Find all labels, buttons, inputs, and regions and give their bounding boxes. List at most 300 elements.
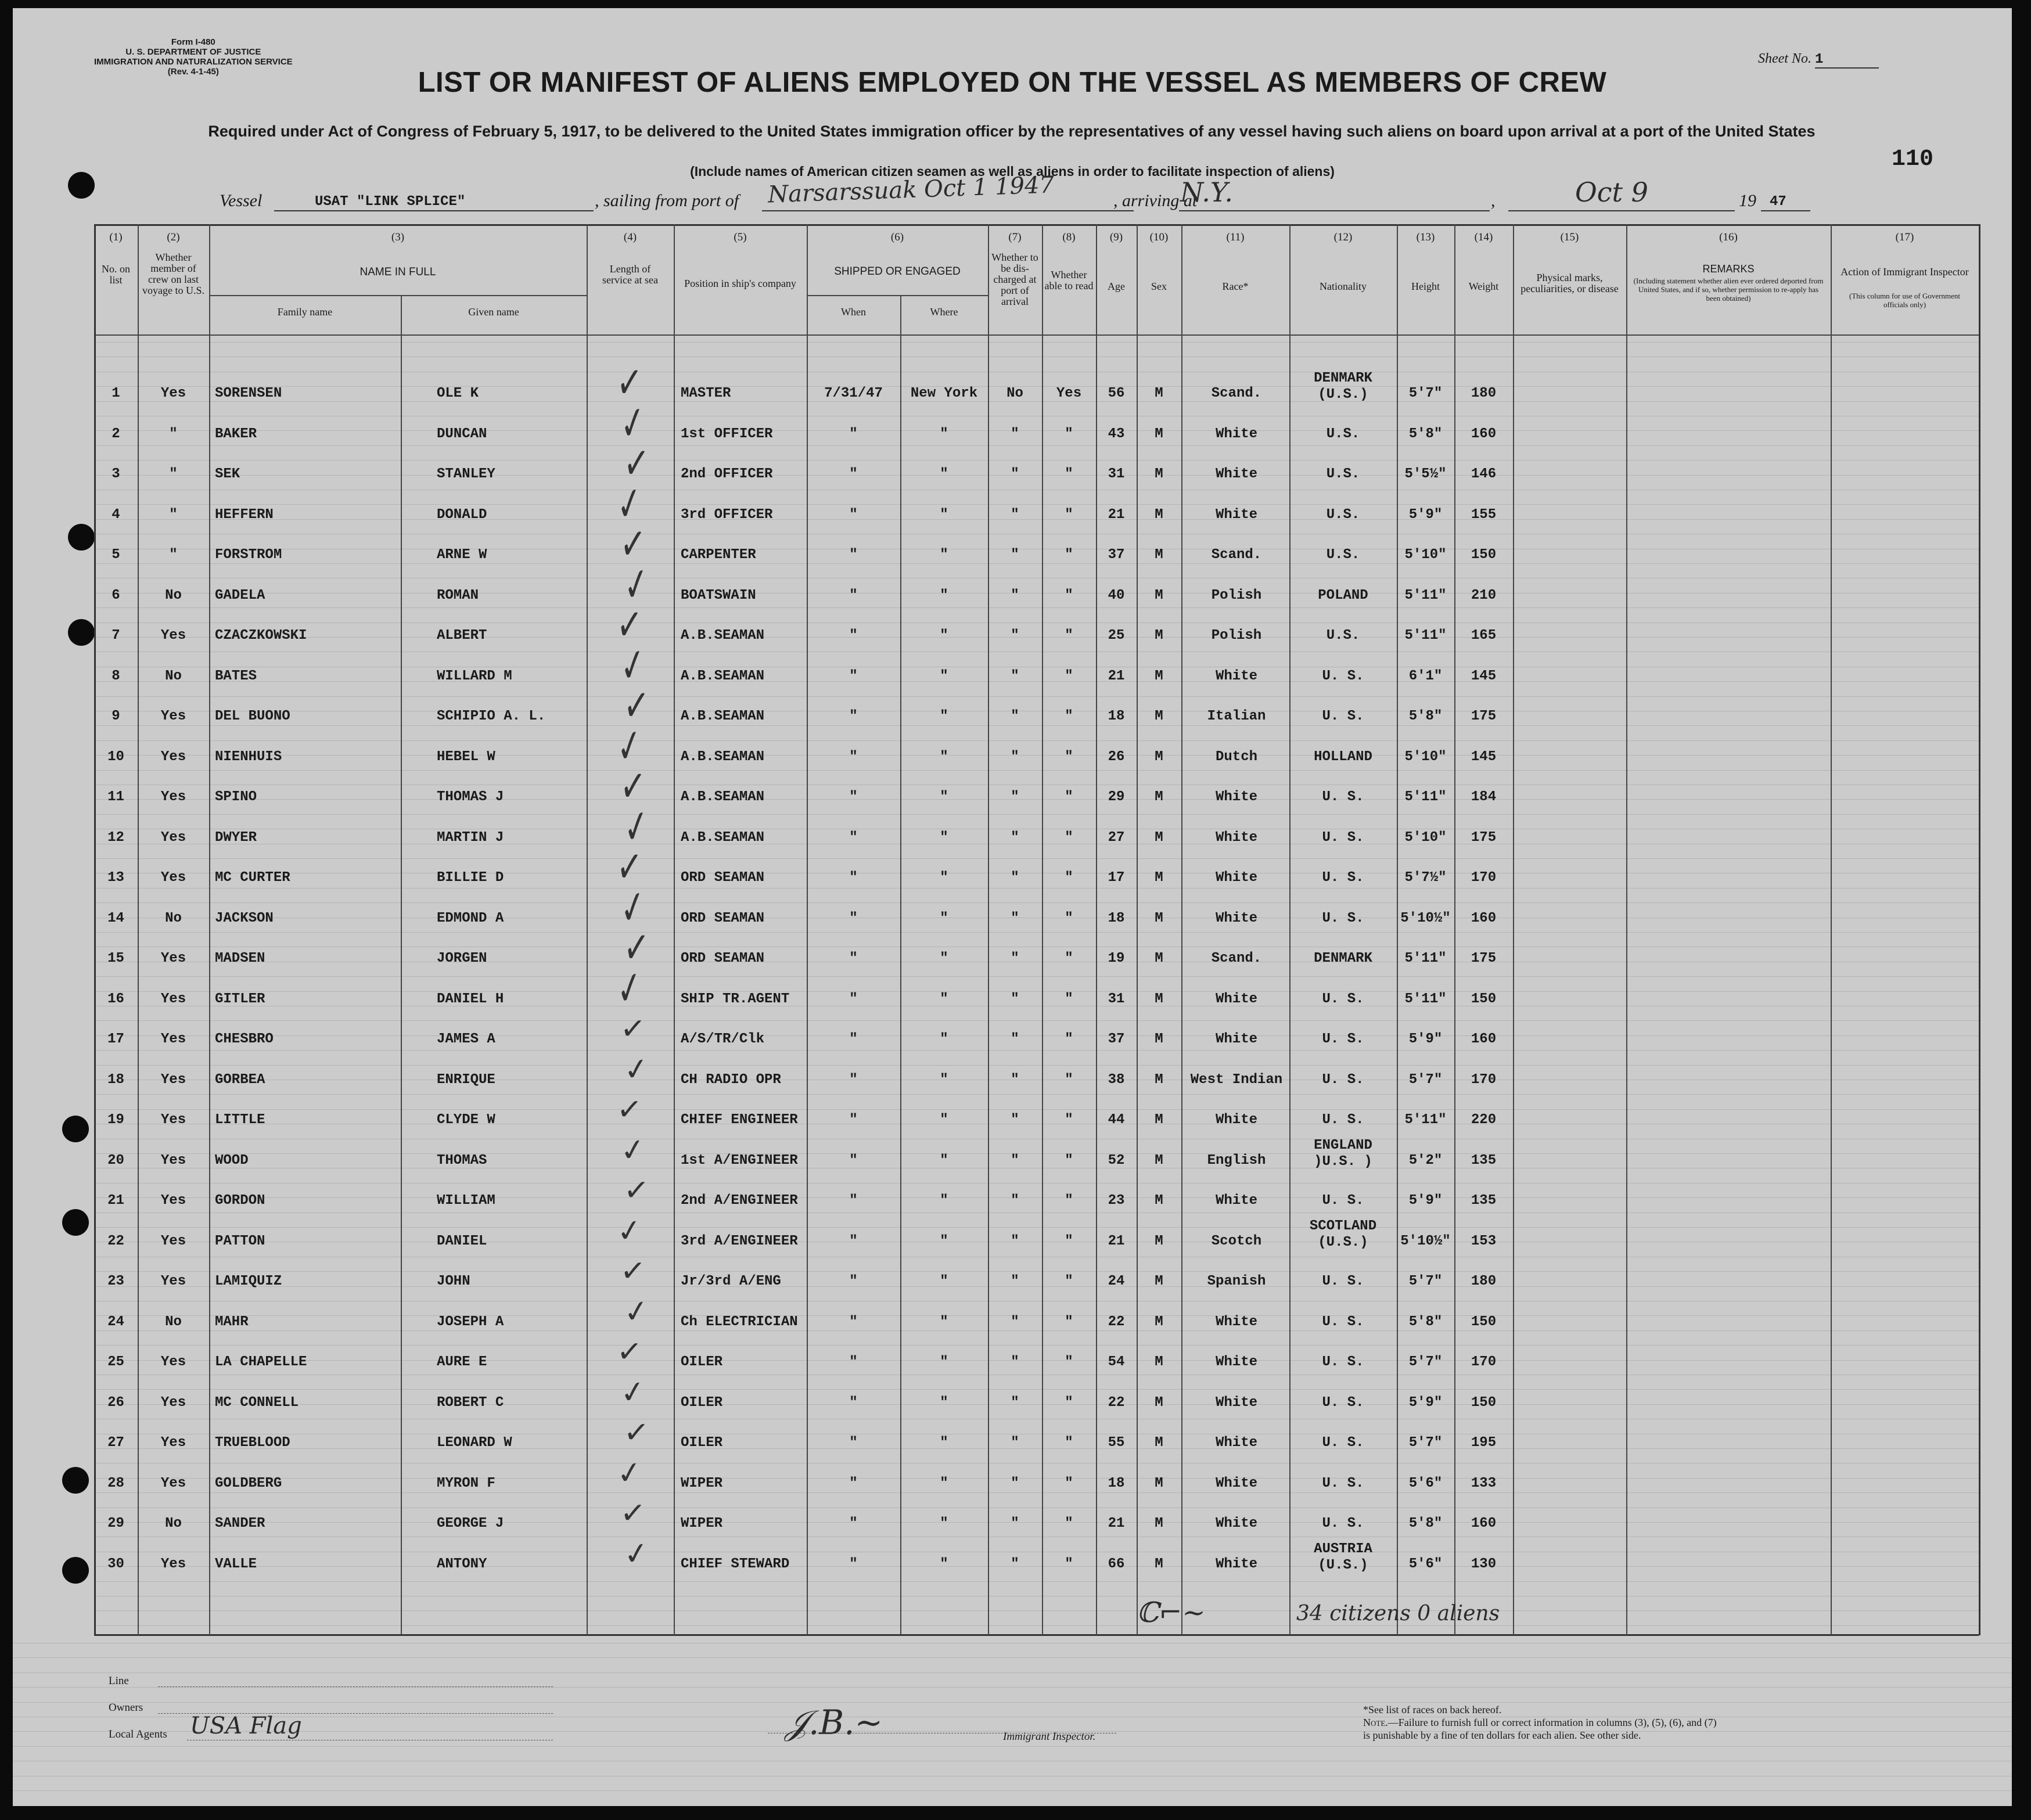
crew-voyage: "	[169, 466, 178, 482]
crew-weight: 133	[1471, 1476, 1497, 1491]
crew-disch: "	[1011, 830, 1019, 846]
crew-disch: "	[1011, 991, 1019, 1007]
crew-when: 7/31/47	[824, 386, 883, 401]
crew-nationality	[1289, 1476, 1397, 1492]
crew-no: 3	[112, 466, 120, 482]
crew-height: 5'10"	[1404, 547, 1447, 563]
crew-where: "	[940, 588, 948, 603]
service-check-mark: ✓	[621, 1293, 652, 1331]
crew-height: 5'11"	[1404, 789, 1447, 805]
crew-read: "	[1065, 588, 1073, 603]
crew-nationality-line1: DENMARK	[1314, 951, 1372, 966]
crew-nationality-line1: U. S.	[1322, 991, 1364, 1007]
crew-sex: M	[1155, 386, 1163, 401]
crew-age: 43	[1108, 426, 1125, 442]
crew-when: "	[849, 1556, 858, 1572]
crew-weight: 150	[1471, 547, 1497, 563]
crew-where: "	[940, 547, 948, 563]
service-check-mark: ✓	[618, 395, 648, 453]
crew-height: 5'7½"	[1404, 870, 1447, 886]
crew-where: New York	[910, 386, 978, 401]
crew-race: Italian	[1207, 708, 1266, 724]
service-check-mark: ✓	[621, 1051, 652, 1089]
crew-nationality	[1289, 870, 1397, 886]
crew-nationality	[1289, 991, 1397, 1008]
crew-nationality	[1289, 1516, 1397, 1532]
crew-disch: "	[1011, 870, 1019, 886]
crew-family: SORENSEN	[215, 386, 282, 401]
crew-disch: "	[1011, 1556, 1019, 1572]
crew-position: OILER	[681, 1435, 723, 1451]
crew-height: 5'11"	[1404, 1112, 1447, 1128]
crew-position: A.B.SEAMAN	[681, 708, 765, 724]
subtitle-note: (Include names of American citizen seamen as well as aliens in order to facilitate inspection of aliens)	[690, 164, 1335, 179]
crew-given: ROMAN	[437, 588, 479, 603]
crew-disch: "	[1011, 1153, 1019, 1168]
crew-height: 5'10"	[1404, 749, 1447, 765]
crew-position: CHIEF STEWARD	[681, 1556, 790, 1572]
crew-weight: 175	[1471, 830, 1497, 846]
crew-age: 54	[1108, 1354, 1125, 1370]
crew-height: 5'8"	[1408, 426, 1443, 442]
crew-sex: M	[1155, 991, 1163, 1007]
service-check-mark: ✓	[619, 759, 647, 815]
crew-given: BILLIE D	[437, 870, 504, 886]
crew-no: 26	[107, 1395, 124, 1411]
crew-read: "	[1065, 951, 1073, 966]
crew-height: 5'7"	[1408, 386, 1443, 401]
col-header-physical-marks: Physical marks, peculiarities, or disease	[1520, 272, 1619, 294]
crew-where: "	[940, 749, 948, 765]
crew-height: 5'9"	[1408, 507, 1443, 523]
year-prefix: 19	[1739, 191, 1756, 210]
crew-read: "	[1065, 1233, 1073, 1249]
crew-where: "	[940, 1516, 948, 1531]
crew-when: "	[849, 991, 858, 1007]
penalty-note-continued: is punishable by a fine of ten dollars for each alien. See other side.	[1363, 1729, 1641, 1741]
crew-position: CH RADIO OPR	[681, 1072, 781, 1088]
crew-race: White	[1215, 911, 1257, 926]
crew-read: "	[1065, 911, 1073, 926]
crew-given: WILLIAM	[437, 1193, 495, 1208]
document-title: LIST OR MANIFEST OF ALIENS EMPLOYED ON THE VESSEL AS MEMBERS OF CREW	[418, 67, 1607, 98]
crew-weight: 145	[1471, 668, 1497, 684]
crew-sex: M	[1155, 1476, 1163, 1491]
crew-disch: "	[1011, 628, 1019, 643]
crew-family: LAMIQUIZ	[215, 1274, 282, 1289]
crew-weight: 146	[1471, 466, 1497, 482]
crew-no: 23	[107, 1274, 124, 1289]
punch-hole	[62, 1209, 89, 1236]
crew-voyage: Yes	[160, 628, 186, 643]
crew-age: 17	[1108, 870, 1125, 886]
crew-given: EDMOND A	[437, 911, 504, 926]
crew-disch: "	[1011, 1476, 1019, 1491]
local-agents-value: USA Flag	[190, 1713, 302, 1739]
crew-position: 1st OFFICER	[681, 426, 773, 442]
document-subtitle: Required under Act of Congress of February 5, 1917, to be delivered to the United States immigration officer by the representatives of any vessel having such aliens on board upon arrival at a port of the United States	[208, 123, 1816, 140]
col-header-height: Height	[1411, 280, 1440, 292]
crew-weight: 135	[1471, 1153, 1497, 1168]
col-header-remarks: REMARKS	[1702, 263, 1755, 275]
col-header-race: Race*	[1222, 280, 1249, 292]
crew-race: White	[1215, 870, 1257, 886]
crew-nationality-line1: U. S.	[1322, 1274, 1364, 1289]
service-check-mark: ✓	[622, 678, 650, 734]
col-header-given-name: Given name	[468, 306, 519, 318]
crew-nationality-line2: (U.S.)	[1318, 1558, 1368, 1573]
crew-nationality	[1289, 830, 1397, 846]
service-check-mark: ✓	[621, 1535, 652, 1573]
crew-position: Ch ELECTRICIAN	[681, 1314, 798, 1330]
crew-sex: M	[1155, 628, 1163, 643]
crew-where: "	[940, 870, 948, 886]
crew-where: "	[940, 668, 948, 684]
crew-disch: "	[1011, 1516, 1019, 1531]
service-check-mark: ✓	[619, 1495, 647, 1532]
crew-voyage: Yes	[160, 1395, 186, 1411]
crew-race: White	[1215, 1112, 1257, 1128]
crew-position: ORD SEAMAN	[681, 870, 765, 886]
service-check-mark: ✓	[622, 436, 650, 492]
crew-height: 5'9"	[1408, 1395, 1443, 1411]
crew-family: VALLE	[215, 1556, 257, 1572]
crew-when: "	[849, 951, 858, 966]
crew-age: 40	[1108, 588, 1125, 603]
crew-weight: 160	[1471, 1031, 1497, 1047]
crew-read: "	[1065, 507, 1073, 523]
crew-given: ANTONY	[437, 1556, 487, 1572]
crew-where: "	[940, 1193, 948, 1208]
crew-when: "	[849, 1193, 858, 1208]
service-check-mark: ✓	[614, 960, 645, 1018]
service-check-mark: ✓	[618, 637, 648, 695]
crew-position: SHIP TR.AGENT	[681, 991, 790, 1007]
form-identifier: Form I-480 U. S. DEPARTMENT OF JUSTICE IMMIGRATION AND NATURALIZATION SERVICE (Rev. 4-1-45)	[94, 37, 293, 77]
crew-nationality	[1289, 507, 1397, 523]
crew-when: "	[849, 1476, 858, 1491]
service-check-mark: ✓	[622, 1172, 650, 1209]
col-header-action-note: (This column for use of Government officials only)	[1849, 292, 1960, 309]
crew-age: 21	[1108, 1516, 1125, 1531]
crew-weight: 180	[1471, 1274, 1497, 1289]
crew-nationality-line1: HOLLAND	[1314, 749, 1372, 765]
crew-sex: M	[1155, 1435, 1163, 1451]
crew-race: Polish	[1211, 588, 1262, 603]
crew-nationality	[1289, 1541, 1397, 1574]
crew-nationality-line1: U. S.	[1322, 1395, 1364, 1411]
crew-read: "	[1065, 1314, 1073, 1330]
races-note: *See list of races on back hereof.	[1363, 1704, 1502, 1715]
penalty-note: Note.—Failure to furnish full or correct information in columns (3), (5), (6), and (7)	[1363, 1717, 1717, 1728]
crew-when: "	[849, 1233, 858, 1249]
crew-disch: "	[1011, 749, 1019, 765]
crew-given: ALBERT	[437, 628, 487, 643]
crew-position: ORD SEAMAN	[681, 911, 765, 926]
crew-read: "	[1065, 708, 1073, 724]
punch-hole	[68, 619, 95, 646]
crew-disch: "	[1011, 466, 1019, 482]
crew-position: Jr/3rd A/ENG	[681, 1274, 781, 1289]
crew-when: "	[849, 1395, 858, 1411]
crew-age: 31	[1108, 991, 1125, 1007]
crew-family: SPINO	[215, 789, 257, 805]
crew-sex: M	[1155, 951, 1163, 966]
crew-voyage: "	[169, 547, 178, 563]
crew-sex: M	[1155, 547, 1163, 563]
crew-nationality-line1: U. S.	[1322, 1435, 1364, 1451]
crew-weight: 160	[1471, 426, 1497, 442]
crew-nationality	[1289, 1218, 1397, 1251]
crew-voyage: Yes	[160, 1193, 186, 1208]
crew-disch: "	[1011, 1435, 1019, 1451]
crew-sex: M	[1155, 1233, 1163, 1249]
crew-read: "	[1065, 466, 1073, 482]
crew-nationality-line1: U.S.	[1326, 426, 1360, 442]
crew-given: HEBEL W	[437, 749, 495, 765]
crew-height: 5'8"	[1408, 1516, 1443, 1531]
crew-when: "	[849, 1112, 858, 1128]
crew-sex: M	[1155, 466, 1163, 482]
crew-no: 21	[107, 1193, 124, 1208]
crew-read: "	[1065, 1395, 1073, 1411]
crew-when: "	[849, 749, 858, 765]
crew-age: 22	[1108, 1395, 1125, 1411]
crew-race: Scand.	[1211, 386, 1262, 401]
crew-height: 5'11"	[1404, 991, 1447, 1007]
crew-nationality	[1289, 708, 1397, 725]
crew-height: 5'6"	[1408, 1476, 1443, 1491]
crew-no: 11	[107, 789, 124, 805]
punch-hole	[68, 524, 95, 551]
page-stamp: 110	[1892, 146, 1934, 172]
crew-family: BATES	[215, 668, 257, 684]
crew-voyage: Yes	[160, 1476, 186, 1491]
crew-position: MASTER	[681, 386, 731, 401]
crew-weight: 165	[1471, 628, 1497, 643]
sailing-label: , sailing from port of	[595, 191, 739, 210]
crew-sex: M	[1155, 749, 1163, 765]
crew-disch: "	[1011, 1072, 1019, 1088]
owners-label: Owners	[109, 1702, 143, 1714]
crew-family: TRUEBLOOD	[215, 1435, 290, 1451]
crew-read: "	[1065, 1031, 1073, 1047]
crew-family: NIENHUIS	[215, 749, 282, 765]
crew-family: CZACZKOWSKI	[215, 628, 307, 643]
crew-disch: "	[1011, 1314, 1019, 1330]
col-header-where: Where	[930, 306, 958, 318]
crew-age: 18	[1108, 1476, 1125, 1491]
crew-family: SANDER	[215, 1516, 265, 1531]
crew-nationality	[1289, 1274, 1397, 1290]
crew-when: "	[849, 1354, 858, 1370]
crew-read: "	[1065, 1072, 1073, 1088]
crew-weight: 180	[1471, 386, 1497, 401]
crew-nationality-line1: U. S.	[1322, 789, 1364, 805]
service-check-mark: ✓	[619, 1253, 647, 1290]
crew-no: 1	[112, 386, 120, 401]
crew-family: HEFFERN	[215, 507, 274, 523]
col-header-discharged: Whether to be dis-charged at port of arrival	[991, 251, 1038, 307]
crew-read: "	[1065, 1112, 1073, 1128]
crew-no: 28	[107, 1476, 124, 1491]
crew-read: "	[1065, 1476, 1073, 1491]
crew-disch: "	[1011, 588, 1019, 603]
crew-weight: 153	[1471, 1233, 1497, 1249]
crew-disch: "	[1011, 668, 1019, 684]
crew-where: "	[940, 991, 948, 1007]
vessel-name: USAT "LINK SPLICE"	[315, 194, 466, 210]
crew-disch: "	[1011, 1112, 1019, 1128]
crew-nationality-line1: U.S.	[1326, 547, 1360, 563]
crew-read: "	[1065, 426, 1073, 442]
crew-sex: M	[1155, 1153, 1163, 1168]
crew-nationality	[1289, 911, 1397, 927]
crew-age: 29	[1108, 789, 1125, 805]
crew-nationality	[1289, 1314, 1397, 1330]
crew-voyage: Yes	[160, 1435, 186, 1451]
service-check-mark: ✓	[622, 1414, 650, 1451]
crew-sex: M	[1155, 1193, 1163, 1208]
crew-voyage: Yes	[160, 386, 186, 401]
crew-height: 5'10"	[1404, 830, 1447, 846]
crew-nationality-line1: U.S.	[1326, 628, 1360, 643]
crew-when: "	[849, 1153, 858, 1168]
crew-weight: 155	[1471, 507, 1497, 523]
crew-nationality-line1: U. S.	[1322, 1314, 1364, 1330]
crew-no: 22	[107, 1233, 124, 1249]
crew-no: 2	[112, 426, 120, 442]
crew-height: 5'11"	[1404, 588, 1447, 603]
crew-age: 56	[1108, 386, 1125, 401]
crew-disch: "	[1011, 911, 1019, 926]
sailing-port: Narsarssuak Oct 1 1947	[767, 171, 1055, 208]
crew-voyage: Yes	[160, 830, 186, 846]
crew-given: CLYDE W	[437, 1112, 495, 1128]
crew-position: 2nd OFFICER	[681, 466, 773, 482]
crew-weight: 175	[1471, 708, 1497, 724]
crew-when: "	[849, 870, 858, 886]
crew-nationality	[1289, 951, 1397, 967]
crew-sex: M	[1155, 708, 1163, 724]
crew-age: 18	[1108, 911, 1125, 926]
crew-read: "	[1065, 991, 1073, 1007]
crew-given: ROBERT C	[437, 1395, 504, 1411]
crew-disch: "	[1011, 789, 1019, 805]
crew-age: 23	[1108, 1193, 1125, 1208]
crew-where: "	[940, 1233, 948, 1249]
col-header-weight: Weight	[1468, 280, 1499, 292]
sheet-number-value: 1	[1815, 52, 1879, 69]
crew-nationality	[1289, 668, 1397, 685]
crew-race: White	[1215, 1556, 1257, 1572]
crew-sex: M	[1155, 1556, 1163, 1572]
crew-age: 24	[1108, 1274, 1125, 1289]
crew-voyage: Yes	[160, 749, 186, 765]
crew-weight: 150	[1471, 1314, 1497, 1330]
crew-voyage: Yes	[160, 1112, 186, 1128]
crew-sex: M	[1155, 830, 1163, 846]
crew-sex: M	[1155, 588, 1163, 603]
crew-family: PATTON	[215, 1233, 265, 1249]
col-header-sex: Sex	[1151, 280, 1167, 292]
crew-voyage: Yes	[160, 870, 186, 886]
crew-position: 3rd OFFICER	[681, 507, 773, 523]
vessel-label: Vessel	[220, 191, 263, 210]
crew-nationality-line1: DENMARK	[1314, 371, 1372, 386]
crew-sex: M	[1155, 1354, 1163, 1370]
crew-position: A/S/TR/Clk	[681, 1031, 765, 1047]
crew-given: ENRIQUE	[437, 1072, 495, 1088]
crew-sex: M	[1155, 1274, 1163, 1289]
crew-height: 5'11"	[1404, 628, 1447, 643]
crew-sex: M	[1155, 870, 1163, 886]
crew-sex: M	[1155, 911, 1163, 926]
crew-no: 6	[112, 588, 120, 603]
crew-where: "	[940, 1031, 948, 1047]
crew-where: "	[940, 628, 948, 643]
crew-voyage: No	[165, 911, 182, 926]
col-header-nationality: Nationality	[1320, 280, 1367, 292]
crew-given: SCHIPIO A. L.	[437, 708, 546, 724]
crew-no: 19	[107, 1112, 124, 1128]
crew-race: White	[1215, 830, 1257, 846]
crew-position: A.B.SEAMAN	[681, 749, 765, 765]
crew-position: A.B.SEAMAN	[681, 789, 765, 805]
crew-race: White	[1215, 991, 1257, 1007]
crew-where: "	[940, 426, 948, 442]
crew-no: 4	[112, 507, 120, 523]
crew-where: "	[940, 1274, 948, 1289]
crew-race: White	[1215, 789, 1257, 805]
crew-given: DONALD	[437, 507, 487, 523]
crew-where: "	[940, 1556, 948, 1572]
crew-when: "	[849, 1072, 858, 1088]
crew-position: WIPER	[681, 1476, 723, 1491]
crew-no: 25	[107, 1354, 124, 1370]
crew-where: "	[940, 830, 948, 846]
crew-given: AURE E	[437, 1354, 487, 1370]
crew-race: White	[1215, 466, 1257, 482]
crew-family: DEL BUONO	[215, 708, 290, 724]
crew-age: 37	[1108, 547, 1125, 563]
crew-age: 66	[1108, 1556, 1125, 1572]
crew-nationality-line2: (U.S.)	[1318, 1235, 1368, 1250]
crew-race: Dutch	[1215, 749, 1257, 765]
crew-race: Scand.	[1211, 951, 1262, 966]
crew-race: English	[1207, 1153, 1266, 1168]
crew-family: MC CURTER	[215, 870, 290, 886]
crew-nationality-line1: U. S.	[1322, 870, 1364, 886]
crew-disch: "	[1011, 1233, 1019, 1249]
crew-given: THOMAS	[437, 1153, 487, 1168]
crew-weight: 210	[1471, 588, 1497, 603]
crew-read: "	[1065, 830, 1073, 846]
service-check-mark: ✓	[615, 1333, 644, 1371]
crew-family: MC CONNELL	[215, 1395, 299, 1411]
crew-height: 5'8"	[1408, 1314, 1443, 1330]
crew-voyage: Yes	[160, 708, 186, 724]
crew-weight: 160	[1471, 911, 1497, 926]
crew-position: A.B.SEAMAN	[681, 830, 765, 846]
crew-read: "	[1065, 628, 1073, 643]
crew-read: "	[1065, 1516, 1073, 1531]
crew-height: 5'7"	[1408, 1072, 1443, 1088]
crew-voyage: Yes	[160, 1354, 186, 1370]
crew-weight: 170	[1471, 870, 1497, 886]
crew-family: WOOD	[215, 1153, 249, 1168]
crew-position: A.B.SEAMAN	[681, 628, 765, 643]
